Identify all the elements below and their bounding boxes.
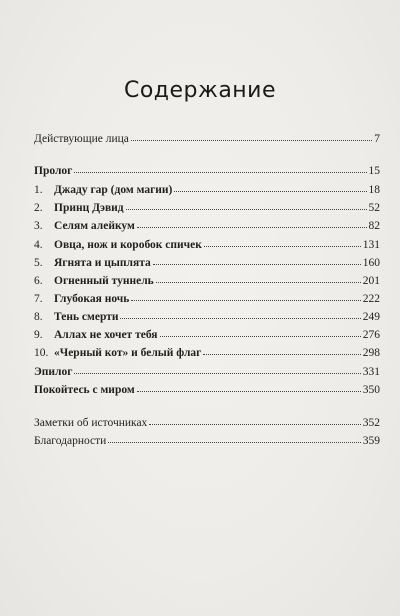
dot-leader	[108, 434, 360, 444]
toc-entry-prologue	[34, 164, 380, 178]
toc-entry-page: 359	[362, 435, 380, 447]
toc-entry-chapter-6	[34, 274, 380, 288]
toc-entry-label: Эпилог	[34, 366, 73, 378]
toc-entry-label: Огненный туннель	[54, 275, 154, 287]
dot-leader	[74, 365, 360, 375]
toc-entry-label: «Черный кот» и белый флаг	[54, 347, 202, 359]
toc-entry-chapter-2	[34, 201, 380, 215]
toc-entry-page: 249	[362, 311, 380, 323]
toc-entry-characters	[34, 132, 380, 146]
dot-leader	[137, 383, 361, 393]
toc-entry-page: 82	[368, 220, 380, 232]
toc-entry-page: 331	[362, 366, 380, 378]
dot-leader	[120, 310, 360, 320]
toc-entry-label: Селям алейкум	[54, 220, 135, 232]
toc-entry-chapter-4	[34, 238, 380, 252]
dot-leader	[204, 238, 361, 248]
toc-entry-page: 52	[368, 202, 380, 214]
dot-leader	[203, 346, 360, 356]
toc-entry-page: 350	[362, 384, 380, 396]
toc-entry-label: Заметки об источниках	[34, 417, 148, 429]
dot-leader	[156, 274, 361, 284]
chapter-number: 7.	[34, 293, 43, 305]
dot-leader	[131, 292, 360, 302]
chapter-number: 4.	[34, 239, 43, 251]
chapter-number: 5.	[34, 257, 43, 269]
dot-leader	[149, 416, 360, 426]
toc-entry-page: 201	[362, 275, 380, 287]
toc-entry-chapter-9	[34, 328, 380, 342]
dot-leader	[160, 328, 361, 338]
toc-entry-page: 18	[368, 184, 380, 196]
toc-entry-label: Джаду гар (дом магии)	[54, 184, 173, 196]
toc-entry-label: Благодарности	[34, 435, 107, 447]
dot-leader	[153, 256, 361, 266]
toc-entry-label: Ягнята и цыплята	[54, 257, 151, 269]
toc-entry-chapter-3	[34, 219, 380, 233]
dot-leader	[131, 132, 372, 142]
toc-entry-page: 298	[362, 347, 380, 359]
toc-entry-page: 160	[362, 257, 380, 269]
toc-entry-chapter-8	[34, 310, 380, 324]
chapter-number: 6.	[34, 275, 43, 287]
chapter-number: 10.	[34, 347, 49, 359]
dot-leader	[126, 201, 367, 211]
chapter-number: 8.	[34, 311, 43, 323]
toc-entry-label: Пролог	[34, 165, 73, 177]
toc-entry-page: 222	[362, 293, 380, 305]
toc-entry-label: Аллах не хочет тебя	[54, 329, 158, 341]
toc-entry-chapter-1	[34, 183, 380, 197]
toc-entry-rest-in-peace	[34, 383, 380, 397]
toc-entry-chapter-5	[34, 256, 380, 270]
chapter-number: 3.	[34, 220, 43, 232]
toc-entry-chapter-7	[34, 292, 380, 306]
toc-entry-label: Покойтесь с миром	[34, 384, 135, 396]
toc-entry-epilogue	[34, 365, 380, 379]
dot-leader	[74, 164, 366, 174]
chapter-number: 2.	[34, 202, 43, 214]
toc-entry-page: 352	[362, 417, 380, 429]
toc-entry-chapter-10	[34, 346, 380, 360]
toc-entry-label: Овца, нож и коробок спичек	[54, 239, 202, 251]
dot-leader	[174, 183, 366, 193]
toc-entry-label: Принц Дэвид	[54, 202, 124, 214]
toc-entry-source-notes	[34, 416, 380, 430]
toc-entry-page: 15	[368, 165, 380, 177]
page-title: Содержание	[123, 78, 277, 103]
toc-entry-label: Глубокая ночь	[54, 293, 130, 305]
toc-entry-page: 7	[374, 133, 380, 145]
toc-entry-acknowledgements	[34, 434, 380, 448]
toc-entry-page: 276	[362, 329, 380, 341]
chapter-number: 9.	[34, 329, 43, 341]
toc-entry-label: Тень смерти	[54, 311, 119, 323]
chapter-number: 1.	[34, 184, 43, 196]
dot-leader	[137, 219, 367, 229]
toc-entry-label: Действующие лица	[34, 133, 129, 145]
toc-entry-page: 131	[362, 239, 380, 251]
